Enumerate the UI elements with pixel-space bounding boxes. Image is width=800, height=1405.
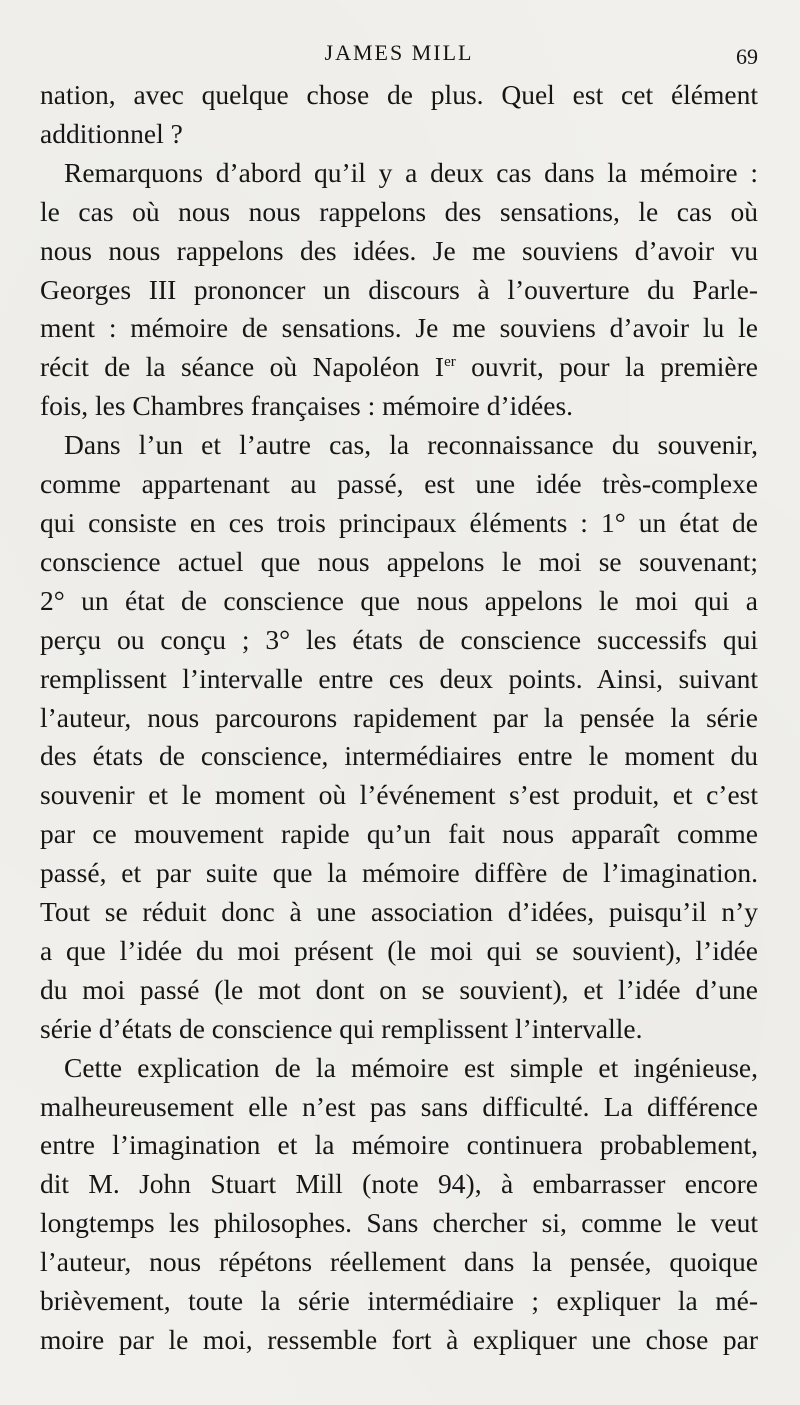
- running-head: [40, 36, 758, 76]
- text-line: [40, 1204, 758, 1243]
- text-line: [40, 1010, 758, 1049]
- text-line: [40, 1243, 758, 1282]
- text-line-continuation: ouvrit, pour la première: [455, 351, 759, 383]
- text-line-content: additionnel ?: [40, 117, 183, 149]
- text-line-content: nous nous rappelons des idées. Je me souviens d’avoir vu: [40, 234, 758, 266]
- text-line: [40, 932, 758, 971]
- text-line: [40, 737, 758, 776]
- text-line-content: a que l’idée du moi présent (le moi qui se souvient), l’idée: [40, 934, 758, 966]
- text-line: [40, 1088, 758, 1127]
- text-line: [40, 115, 758, 154]
- text-line-content: ment : mémoire de sensations. Je me souviens d’avoir lu le: [40, 312, 758, 344]
- text-line: [40, 854, 758, 893]
- text-line: [40, 1126, 758, 1165]
- superscript: er: [444, 354, 456, 371]
- text-line: [40, 348, 758, 387]
- text-line: [40, 893, 758, 932]
- text-line: [40, 543, 758, 582]
- page-number: 69: [736, 44, 758, 69]
- text-line-content: entre l’imagination et la mémoire continuera probablement,: [40, 1129, 758, 1161]
- text-line-content: comme appartenant au passé, est une idée très-complexe: [40, 468, 758, 500]
- text-line-content: remplissent l’intervalle entre ces deux points. Ainsi, suivant: [40, 662, 758, 694]
- text-line-content: souvenir et le moment où l’événement s’est produit, et c’est: [40, 779, 758, 811]
- text-line-content: l’auteur, nous parcourons rapidement par la pensée la série: [40, 701, 758, 733]
- text-line: [40, 1049, 758, 1088]
- text-line-content: passé, et par suite que la mémoire diffère de l’imagination.: [40, 857, 758, 889]
- text-line-content: Remarquons d’abord qu’il y a deux cas dans la mémoire :: [64, 156, 758, 188]
- text-line: [40, 971, 758, 1010]
- text-line-content: série d’états de conscience qui remplissent l’intervalle.: [40, 1012, 643, 1044]
- text-line-content: Georges III prononcer un discours à l’ouverture du Parle-: [40, 273, 758, 305]
- text-line-content: brièvement, toute la série intermédiaire ; expliquer la mé-: [40, 1285, 758, 1317]
- text-line-content: 2° un état de conscience que nous appelons le moi qui a: [40, 584, 758, 616]
- text-line: [40, 1165, 758, 1204]
- text-line-content: perçu ou conçu ; 3° les états de conscience successifs qui: [40, 623, 758, 655]
- text-line-content: l’auteur, nous répétons réellement dans la pensée, quoique: [40, 1246, 758, 1278]
- text-line: [40, 76, 758, 115]
- text-line-content: Dans l’un et l’autre cas, la reconnaissance du souvenir,: [64, 429, 758, 461]
- running-title: JAMES MILL: [324, 40, 474, 65]
- text-line-content: dit M. John Stuart Mill (note 94), à embarrasser encore: [40, 1168, 758, 1200]
- text-line: [40, 271, 758, 310]
- text-line-content: qui consiste en ces trois principaux éléments : 1° un état de: [40, 506, 758, 538]
- text-line: [40, 815, 758, 854]
- text-line: [40, 387, 758, 426]
- text-line-content: malheureusement elle n’est pas sans difficulté. La différence: [40, 1090, 758, 1122]
- text-line: [40, 504, 758, 543]
- text-line: [40, 582, 758, 621]
- text-line: [40, 426, 758, 465]
- text-line-content: nation, avec quelque chose de plus. Quel est cet élément: [40, 79, 758, 110]
- body-text: [40, 76, 758, 1360]
- text-line-content: conscience actuel que nous appelons le moi se souvenant;: [40, 545, 758, 577]
- text-line: [40, 1282, 758, 1321]
- text-line: [40, 193, 758, 232]
- text-line: [40, 309, 758, 348]
- text-line-content: par ce mouvement rapide qu’un fait nous apparaît comme: [40, 818, 758, 850]
- text-line-content: longtemps les philosophes. Sans chercher si, comme le veut: [40, 1207, 758, 1239]
- text-line: [40, 621, 758, 660]
- text-line-content: Cette explication de la mémoire est simple et ingénieuse,: [64, 1051, 758, 1083]
- text-line-content: moire par le moi, ressemble fort à expliquer une chose par: [40, 1324, 758, 1355]
- text-line: [40, 699, 758, 738]
- text-line-content: Tout se réduit donc à une association d’idées, puisqu’il n’y: [40, 896, 758, 928]
- text-line-content: le cas où nous nous rappelons des sensations, le cas où: [40, 195, 758, 227]
- text-line-content: fois, les Chambres françaises : mémoire d’idées.: [40, 390, 574, 422]
- text-line: [40, 660, 758, 699]
- text-line: [40, 1321, 758, 1360]
- text-line: [40, 154, 758, 193]
- text-line-content: des états de conscience, intermédiaires entre le moment du: [40, 740, 758, 772]
- text-line-content: du moi passé (le mot dont on se souvient), et l’idée d’une: [40, 973, 758, 1005]
- text-line-content: récit de la séance où Napoléon I: [40, 351, 445, 383]
- text-line: [40, 232, 758, 271]
- text-line: [40, 776, 758, 815]
- text-line: [40, 465, 758, 504]
